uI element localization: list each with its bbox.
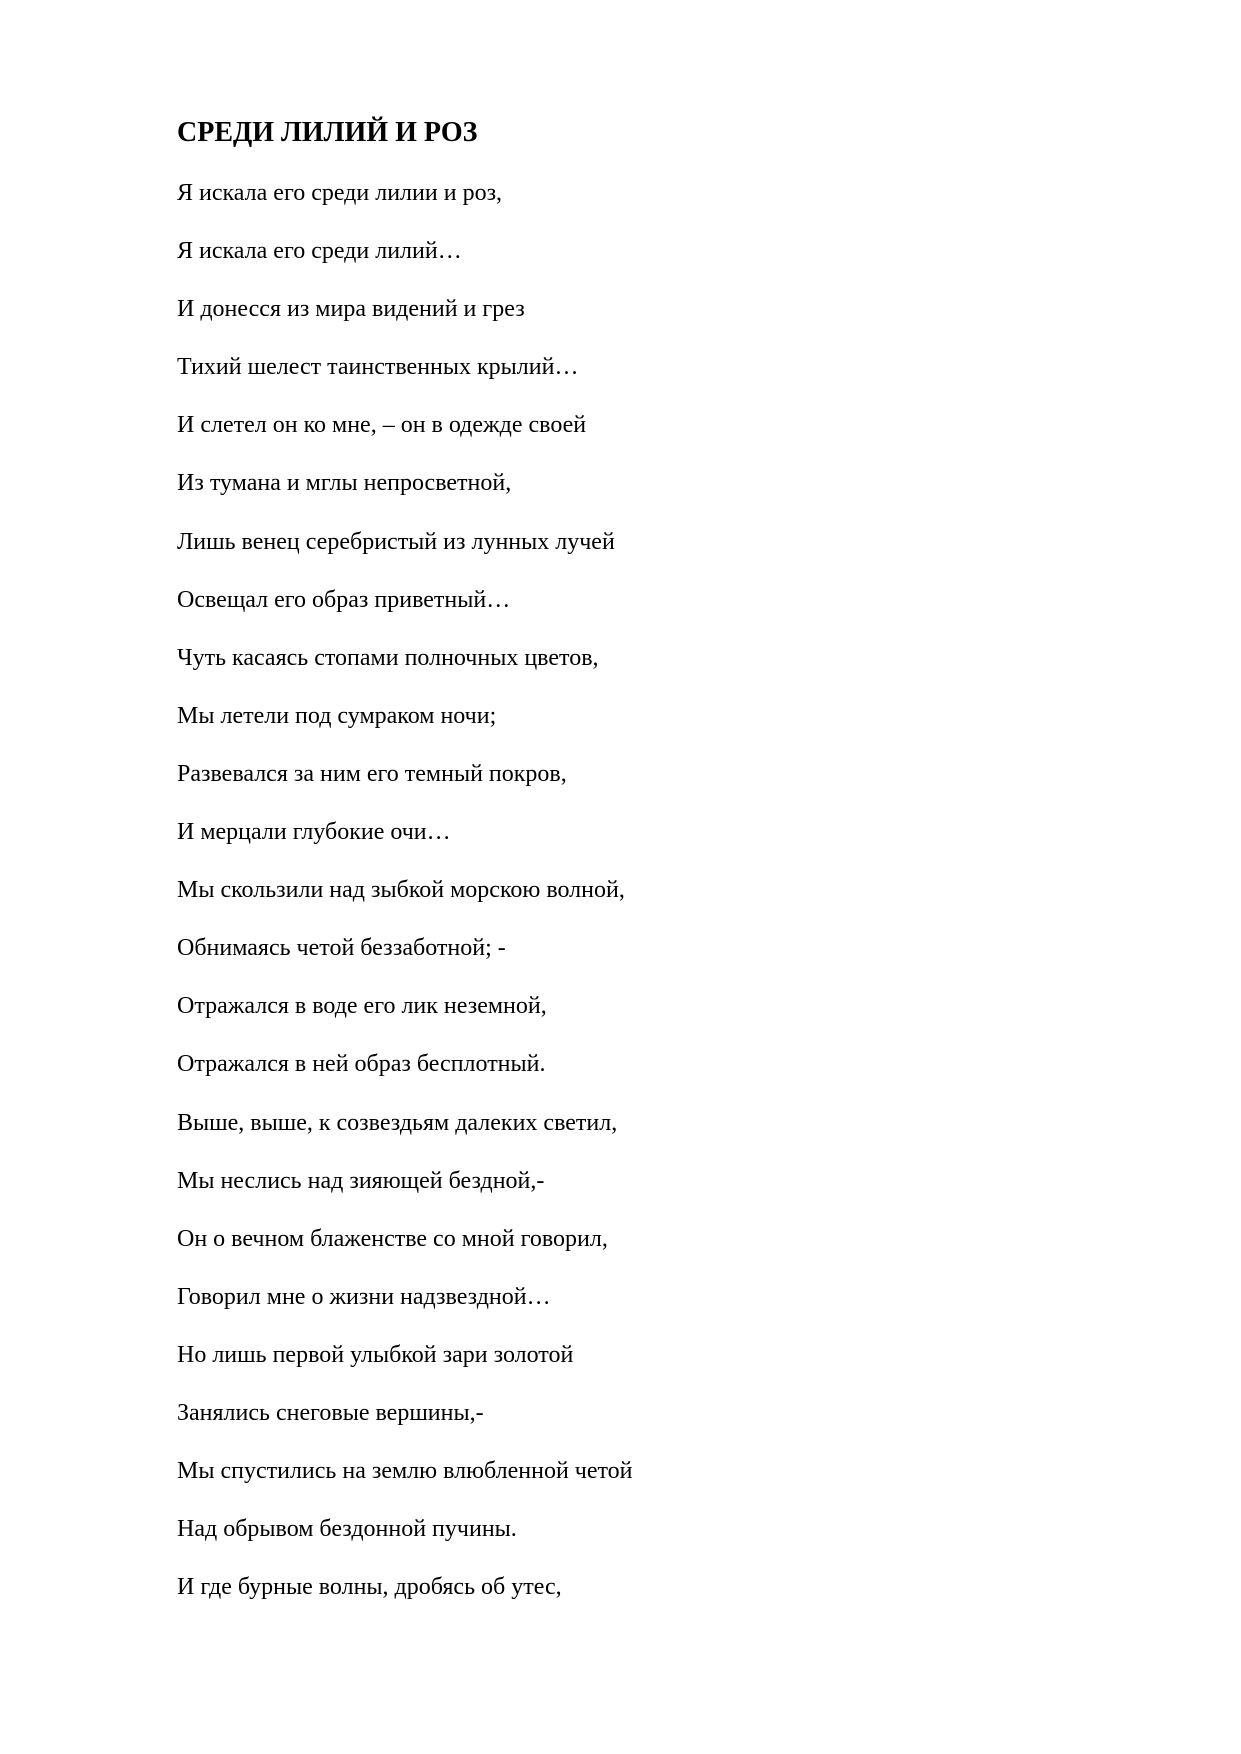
poem-title: СРЕДИ ЛИЛИЙ И РОЗ xyxy=(177,117,478,148)
poem-line: Выше, выше, к созвездьям далеких светил, xyxy=(177,1109,618,1136)
poem-line: И донесся из мира видений и грез xyxy=(177,296,525,323)
poem-line: Отражался в воде его лик неземной, xyxy=(177,993,547,1020)
poem-line: Занялись снеговые вершины,- xyxy=(177,1399,484,1426)
poem-line: Мы скользили над зыбкой морскою волной, xyxy=(177,877,625,904)
poem-line: И мерцали глубокие очи… xyxy=(177,819,451,846)
poem-line: Лишь венец серебристый из лунных лучей xyxy=(177,528,615,555)
poem-line: Чуть касаясь стопами полночных цветов, xyxy=(177,644,599,671)
poem-line: Над обрывом бездонной пучины. xyxy=(177,1516,517,1543)
poem-body xyxy=(177,173,633,1625)
poem-line: Но лишь первой улыбкой зари золотой xyxy=(177,1341,574,1368)
poem-line: Говорил мне о жизни надзвездной… xyxy=(177,1283,551,1310)
poem-line: Мы спустились на землю влюбленной четой xyxy=(177,1458,633,1485)
poem-line: Мы неслись над зияющей бездной,- xyxy=(177,1167,545,1194)
poem-line: Освещал его образ приветный… xyxy=(177,586,511,613)
poem-line: Тихий шелест таинственных крылий… xyxy=(177,354,579,381)
poem-line: Он о вечном блаженстве со мной говорил, xyxy=(177,1225,608,1252)
poem-line: Я искала его среди лилии и роз, xyxy=(177,180,503,206)
poem-line: И слетел он ко мне, – он в одежде своей xyxy=(177,412,587,439)
poem-line: Мы летели под сумраком ночи; xyxy=(177,702,497,729)
poem-line: Я искала его среди лилий… xyxy=(177,238,462,265)
poem-line: И где бурные волны, дробясь об утес, xyxy=(177,1574,562,1601)
poem-line: Развевался за ним его темный покров, xyxy=(177,760,567,787)
poem-line: Из тумана и мглы непросветной, xyxy=(177,470,512,497)
poem-line: Обнимаясь четой беззаботной; - xyxy=(177,935,506,962)
poem-line: Отражался в ней образ бесплотный. xyxy=(177,1051,546,1078)
